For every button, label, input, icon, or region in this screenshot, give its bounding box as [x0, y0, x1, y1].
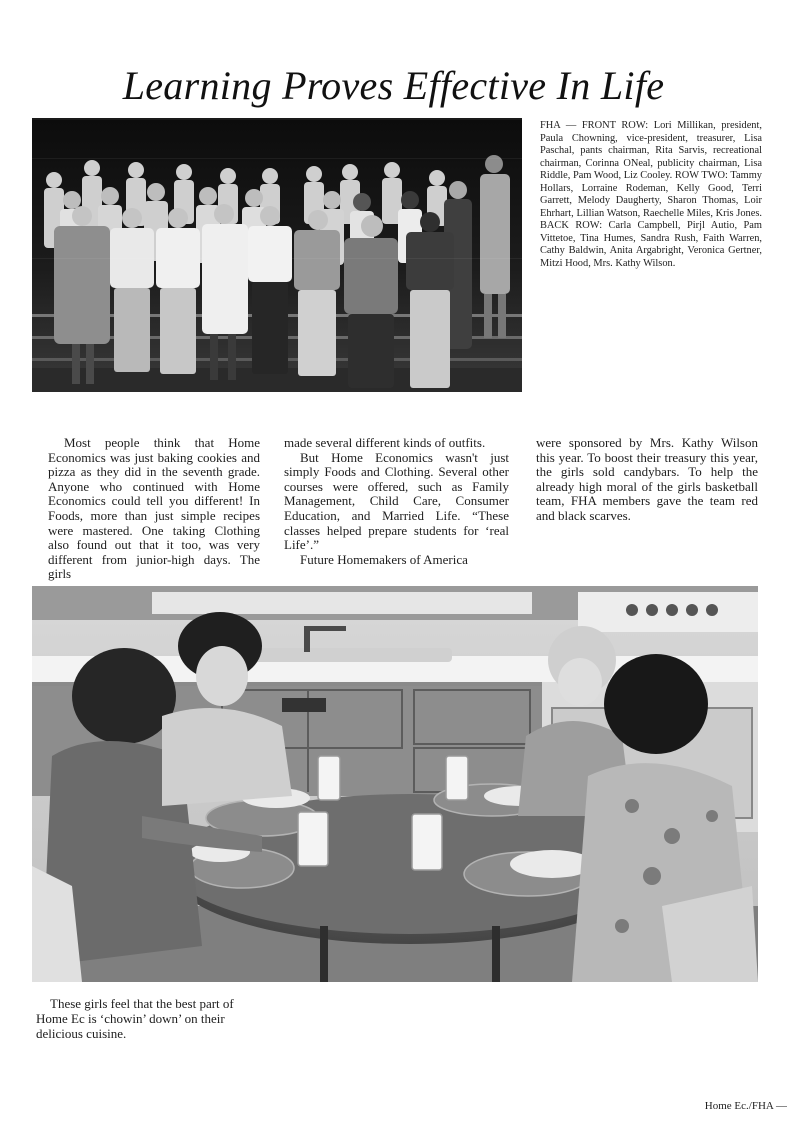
group-photo-caption: FHA — FRONT ROW: Lori Millikan, president, Paula Chowning, vice-president, treasurer, Lisa Paschal, pants chairman, Rita Sarvis, recreational chairman, Corinna ONeal, publicity chairman, Lisa Riddle, Pam Wood, Liz Cooley. ROW TWO: Tammy Hollars, Lorraine Rodeman, Kelly Good, Terri Garrett, Melody Daugherty, Sharon Thomas, Loir Ehrhart, Lillian Watson, Raechelle Miles, Kris Jones. BACK ROW: Carla Campbell, Pirjl Autio, Pam Vittetoe, Tina Humes, Sandra Rush, Faith Warren, Cathy Baldwin, Anita Argabright, Veronica Gertner, Mitzi Hood, Mrs. Kathy Wilson.: [540, 120, 762, 269]
article-paragraph: were sponsored by Mrs. Kathy Wilson this year. To boost their treasury this year, the girls sold candybars. To help the already high moral of the girls basketball team, FHA members gave the team red and black scarves.: [536, 435, 758, 523]
article-paragraph: Future Homemakers of America: [300, 551, 468, 567]
fha-group-photo: [32, 118, 522, 392]
article-column-3: [536, 436, 758, 524]
article-column-2: [284, 436, 509, 567]
article-column-1: [48, 436, 260, 582]
kitchen-photo-caption: These girls feel that the best part of Home Ec is ‘chowin’ down’ on their delicious cuisine.: [36, 996, 234, 1041]
article-paragraph: made several different kinds of outfits.: [284, 435, 486, 450]
kitchen-dining-photo: [32, 586, 758, 982]
page-footer: Home Ec./FHA —: [704, 1100, 787, 1112]
article-paragraph: But Home Economics wasn't just simply Foods and Clothing. Several other courses were offered, such as Family Management, Child Care, Consumer Education, and Married Life. “These classes helped prepare students for ‘real Life’.”: [284, 449, 509, 553]
article-paragraph: Most people think that Home Economics was just baking cookies and pizza as they did in the seventh grade. Anyone who continued with Home Economics could tell you different! In Foods, more than just simple recipes were mastered. One taking Clothing also found out that it too, was very different from junior-high days. The girls: [48, 435, 260, 582]
page-title: Learning Proves Effective In Life: [122, 63, 665, 108]
